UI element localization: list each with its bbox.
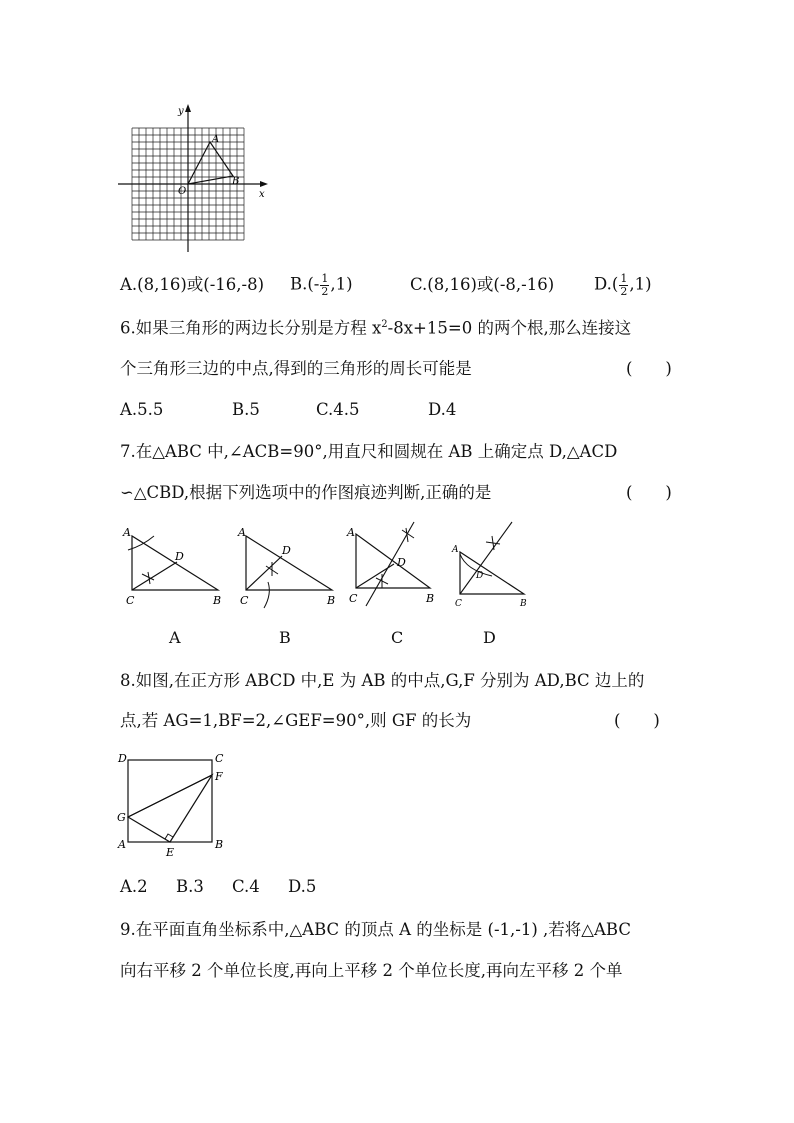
triangle-gef: [128, 775, 212, 842]
q7-figure-label-c: C: [391, 628, 404, 647]
q5-option-b-prefix: B.(-: [290, 274, 320, 294]
q6-option-a: A.5.5: [120, 400, 164, 419]
vertex-a-label: A: [123, 526, 131, 539]
q5-option-d-prefix: D.(: [594, 274, 619, 294]
q8-line2: 点,若 AG=1,BF=2,∠GEF=90°,则 GF 的长为: [120, 711, 472, 730]
label-g: G: [117, 811, 126, 824]
x-axis-label: x: [259, 189, 265, 200]
vertex-a-label: A: [238, 526, 246, 539]
q8-option-a: A.2: [120, 877, 148, 896]
q8-option-c: C.4: [232, 877, 260, 896]
label-c: C: [215, 752, 224, 765]
q8-option-b: B.3: [176, 877, 204, 896]
q6-line2: 个三角形三边的中点,得到的三角形的周长可能是: [120, 359, 472, 378]
q6-answer-blank[interactable]: ( ): [626, 359, 672, 378]
q6-option-d: D.4: [428, 400, 457, 419]
q9-line2: 向右平移 2 个单位长度,再向上平移 2 个单位长度,再向左平移 2 个单: [120, 961, 623, 980]
triangle-abc: [460, 552, 524, 594]
fraction: $\frac{1}{2}$: [620, 272, 628, 298]
q7-figure-d: [448, 520, 558, 615]
q6-line1-text-a: 6.如果三角形的两边长分别是方程 x: [120, 318, 382, 338]
q7-figure-b: [234, 522, 344, 617]
q6-line1-text-b: -8x+15=0 的两个根,那么连接这: [387, 318, 632, 338]
point-b-label: B: [232, 176, 240, 187]
coordinate-grid-figure: [118, 102, 278, 252]
segment-cd: [356, 564, 394, 588]
q6-option-c: C.4.5: [316, 400, 360, 419]
q6-line1: [120, 320, 631, 337]
origin-label: O: [178, 186, 187, 197]
triangle-abc: [356, 534, 430, 588]
q5-option-b: [290, 273, 353, 297]
vertex-b-label: B: [520, 599, 527, 609]
square-abcd: [128, 760, 212, 842]
q8-line1: 8.如图,在正方形 ABCD 中,E 为 AB 的中点,G,F 分别为 AD,BC 边上的: [120, 671, 645, 690]
q7-answer-blank[interactable]: ( ): [626, 483, 672, 502]
q7-figure-label-b: B: [279, 628, 291, 647]
q5-option-c: C.(8,16)或(-8,-16): [410, 275, 555, 294]
q7-line1: 7.在△ABC 中,∠ACB=90°,用直尺和圆规在 AB 上确定点 D,△ACD: [120, 442, 618, 461]
arc-mark: [264, 582, 269, 608]
q8-option-d: D.5: [288, 877, 317, 896]
vertex-a-label: A: [452, 545, 459, 555]
perpendicular-line: [460, 522, 512, 594]
label-b: B: [215, 838, 224, 851]
label-d: D: [118, 752, 127, 765]
vertex-b-label: B: [327, 594, 336, 607]
q8-answer-blank[interactable]: ( ): [614, 711, 660, 730]
y-axis-label: y: [178, 106, 184, 117]
q5-option-a: A.(8,16)或(-16,-8): [120, 275, 265, 294]
vertex-c-label: C: [349, 592, 358, 605]
label-e: E: [166, 846, 175, 859]
q7-figure-label-a: A: [169, 628, 181, 647]
vertex-d-label: D: [397, 556, 406, 569]
q7-figure-label-d: D: [483, 628, 496, 647]
q5-option-d-suffix: ,1): [629, 274, 652, 294]
vertex-b-label: B: [213, 594, 222, 607]
vertex-d-label: D: [175, 550, 184, 563]
q9-line1: 9.在平面直角坐标系中,△ABC 的顶点 A 的坐标是 (-1,-1) ,若将△ABC: [120, 920, 631, 939]
q6-exponent: 2: [381, 319, 388, 330]
q5-option-b-suffix: ,1): [330, 274, 353, 294]
vertex-c-label: C: [240, 594, 249, 607]
vertex-d-label: D: [282, 544, 291, 557]
vertex-c-label: C: [455, 599, 462, 609]
q5-option-d: [594, 273, 652, 297]
q7-figure-c: [344, 520, 454, 615]
vertex-a-label: A: [347, 526, 355, 539]
q7-line2: ∽△CBD,根据下列选项中的作图痕迹判断,正确的是: [120, 483, 492, 502]
fraction: $\frac{1}{2}$: [321, 272, 329, 298]
q7-figure-a: [120, 522, 230, 617]
vertex-d-label: D: [476, 571, 484, 581]
y-axis-arrow: [185, 104, 191, 112]
x-axis-arrow: [260, 181, 268, 187]
label-f: F: [215, 770, 223, 783]
q8-square-figure: [116, 748, 236, 858]
label-a: A: [118, 838, 126, 851]
vertex-c-label: C: [126, 594, 135, 607]
vertex-b-label: B: [426, 592, 435, 605]
segment-cd: [132, 562, 177, 590]
q6-option-b: B.5: [232, 400, 260, 419]
point-a-label: A: [212, 134, 220, 145]
